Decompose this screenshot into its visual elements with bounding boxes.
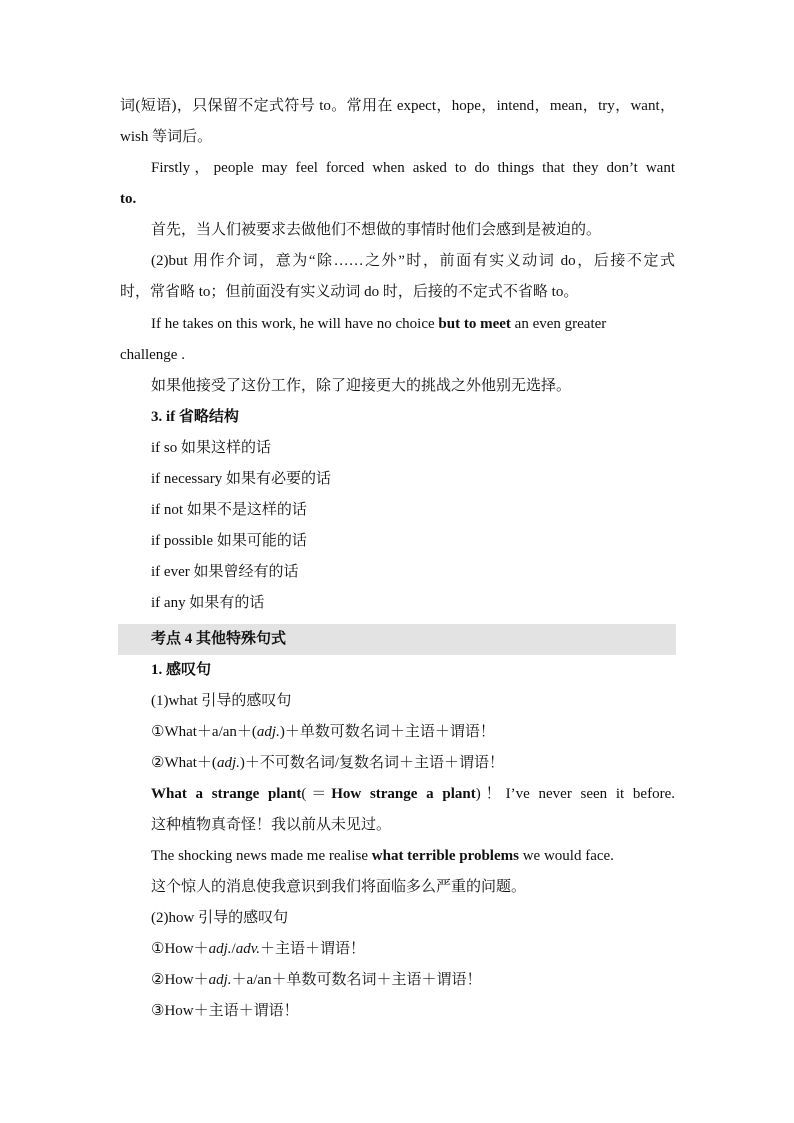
text-run: )＋不可数名词/复数名词＋主语＋谓语！ [239, 755, 505, 771]
translation: 首先，当人们被要求去做他们不想做的事情时他们会感到是被迫的。 [151, 222, 602, 238]
text-run: / [231, 941, 236, 957]
formula-line [151, 717, 675, 748]
example-sentence-end: challenge . [120, 347, 185, 363]
list-item: if any 如果有的话 [151, 595, 265, 611]
text-run: (＝ [301, 786, 332, 802]
text-line: (2)how 引导的感叹句 [151, 910, 289, 926]
list-item: if not 如果不是这样的话 [151, 502, 307, 518]
subheading: 3. if 省略结构 [151, 409, 239, 425]
example-sentence [151, 309, 675, 340]
bold-phrase: but to meet [438, 316, 511, 332]
text-line: wish 等词后。 [120, 129, 213, 145]
text-line: (2)but 用作介词，意为“除……之外”时，前面有实义动词 do，后接不定式 [151, 253, 675, 269]
section-title: 考点 4 其他特殊句式 [151, 631, 287, 647]
text-run: ①What＋a/an＋( [151, 724, 257, 740]
text-run: If he takes on this work, he will have no choice [151, 316, 439, 332]
italic-abbrev: adj. [208, 941, 232, 957]
translation: 这个惊人的消息使我意识到我们将面临多么严重的问题。 [151, 879, 527, 895]
formula-line [151, 748, 675, 779]
translation: 这种植物真奇怪！我以前从未见过。 [151, 817, 392, 833]
bold-phrase: How strange a plant [331, 786, 476, 802]
text-run: The shocking news made me realise [151, 848, 372, 864]
text-run: ②What＋( [151, 755, 217, 771]
list-item: if ever 如果曾经有的话 [151, 564, 299, 580]
text-run: ＋a/an＋单数可数名词＋主语＋谓语！ [231, 972, 482, 988]
section-header [118, 624, 676, 655]
example-sentence [151, 779, 675, 810]
text-line: 时，常省略 to；但前面没有实义动词 do 时，后接的不定式不省略 to。 [120, 284, 579, 300]
translation: 如果他接受了这份工作，除了迎接更大的挑战之外他别无选择。 [151, 378, 572, 394]
text-run: an even greater [510, 316, 607, 332]
formula-line [151, 965, 675, 996]
italic-abbrev: adj. [208, 972, 232, 988]
example-sentence-end: to. [120, 191, 137, 207]
text-run: )！I’ve never seen it before. [475, 786, 675, 802]
text-line: 词(短语)，只保留不定式符号 to。常用在 expect，hope，intend，mean，try，want， [120, 98, 675, 114]
list-item: if possible 如果可能的话 [151, 533, 307, 549]
italic-abbrev: adj. [256, 724, 280, 740]
text-run: we would face. [518, 848, 614, 864]
text-run: ①How＋ [151, 941, 209, 957]
example-sentence [151, 841, 675, 872]
italic-abbrev: adv. [235, 941, 261, 957]
bold-phrase: What a strange plant [151, 786, 302, 802]
text-run: ＋主语＋谓语！ [260, 941, 366, 957]
list-item: if necessary 如果有必要的话 [151, 471, 331, 487]
formula-line: ③How＋主语＋谓语！ [151, 1003, 299, 1019]
bold-phrase: what terrible problems [371, 848, 519, 864]
example-sentence: Firstly，people may feel forced when asked to do things that they don’t want [151, 160, 675, 176]
text-line: (1)what 引导的感叹句 [151, 693, 292, 709]
italic-abbrev: adj. [216, 755, 240, 771]
text-run: )＋单数可数名词＋主语＋谓语！ [279, 724, 495, 740]
text-run: ②How＋ [151, 972, 209, 988]
formula-line [151, 934, 675, 965]
list-item: if so 如果这样的话 [151, 440, 272, 456]
subheading: 1. 感叹句 [151, 662, 212, 678]
